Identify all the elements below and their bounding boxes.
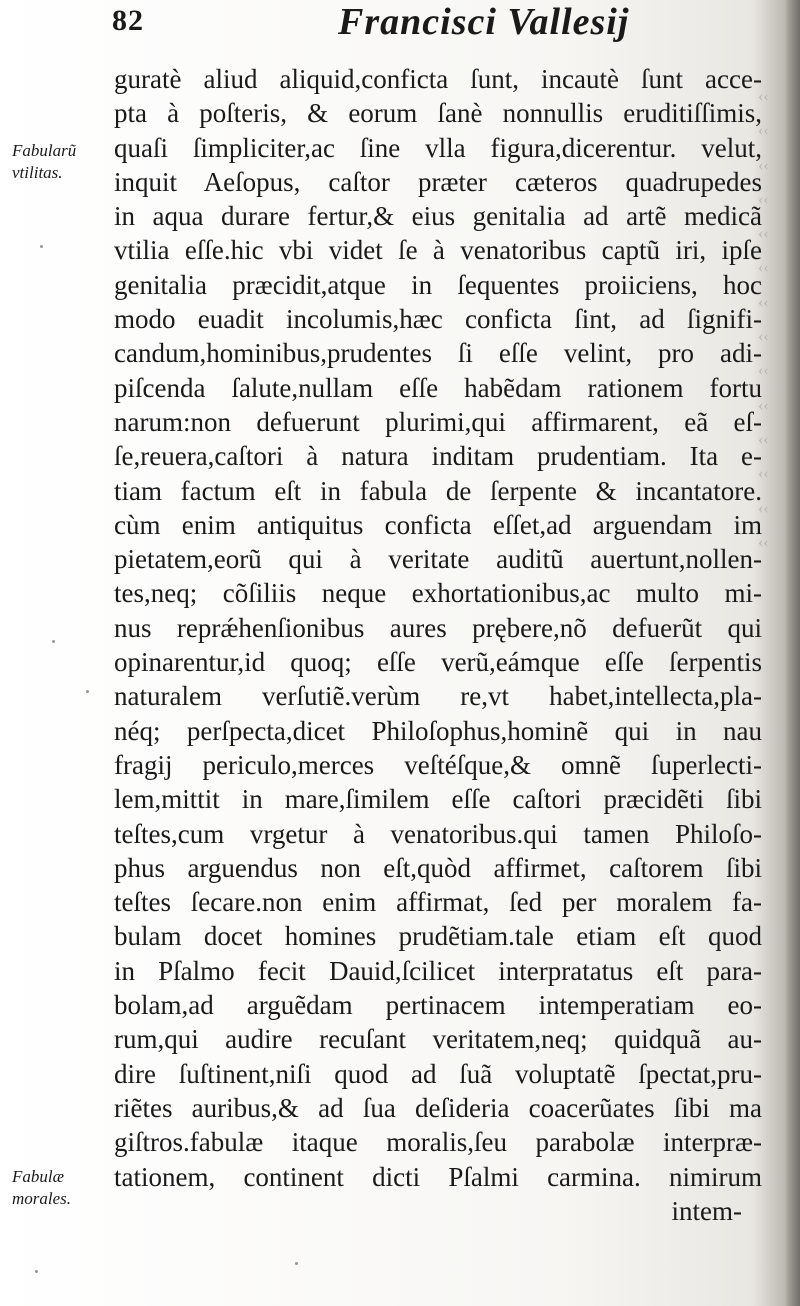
text-line: modo euadit incolumis,hæc conficta ſint, ad ſignifi- bbox=[114, 304, 762, 335]
text-line: quaſi ſimpliciter,ac ſine vlla figura,dicerentur. velut, bbox=[114, 132, 762, 163]
marginal-note-fabulae-morales: Fabulæ morales. bbox=[12, 1167, 72, 1208]
ink-speck bbox=[52, 640, 55, 643]
text-line: cùm enim antiquitus conficta eſſet,ad arguendam im bbox=[114, 509, 762, 540]
text-line: riẽtes auribus,& ad ſua deſideria coacerũates ſibi ma bbox=[114, 1092, 762, 1123]
text-line: piſcenda ſalute,nullam eſſe habẽdam rationem fortu bbox=[114, 372, 762, 403]
body-text bbox=[114, 62, 762, 1228]
text-line: in aqua durare fertur,& eius genitalia ad artẽ medicã bbox=[114, 201, 762, 232]
text-line: vtilia eſſe.hic vbi videt ſe à venatoribus captũ iri, ipſe bbox=[114, 235, 762, 266]
text-line: narum:non defuerunt plurimi,qui affirmarent, eã eſ- bbox=[114, 406, 762, 437]
text-line: guratè aliud aliquid,conficta ſunt, incautè ſunt acce- bbox=[114, 64, 762, 94]
page-header bbox=[0, 0, 800, 52]
text-line: teſtes,cum vrgetur à venatoribus.qui tamen Philoſo- bbox=[114, 818, 762, 849]
text-line: candum,hominibus,prudentes ſi eſſe velint, pro adi- bbox=[114, 338, 762, 369]
text-line: teſtes ſecare.non enim affirmat, ſed per moralem fa- bbox=[114, 887, 762, 918]
text-line: tiam factum eſt in fabula de ſerpente & incantatore. bbox=[114, 475, 762, 506]
text-line: inquit Aeſopus, caſtor præter cæteros quadrupedes bbox=[114, 166, 762, 197]
text-line: genitalia præcidit,atque in ſequentes proiiciens, hoc bbox=[114, 269, 762, 300]
ink-speck bbox=[35, 1270, 38, 1273]
text-line: néq; perſpecta,dicet Philoſophus,hominẽ qui in nau bbox=[114, 715, 762, 746]
marginal-note-fabularum-utilitas: Fabularũ vtilitas. bbox=[12, 141, 77, 182]
text-line: tationem, continent dicti Pſalmi carmina. nimirum bbox=[114, 1161, 762, 1192]
text-line: opinarentur,id quoq; eſſe verũ,eámque eſſe ſerpentis bbox=[114, 647, 762, 678]
text-line: dire ſuſtinent,niſi quod ad ſuã voluptatẽ ſpectat,pru- bbox=[114, 1058, 762, 1089]
bleed-through-marks: ‹‹ ‹‹ ‹‹ ‹‹ ‹‹ ‹‹ ‹‹ ‹‹ ‹‹ ‹‹ ‹‹ ‹‹ ‹‹ ‹‹ bbox=[758, 88, 769, 551]
text-line: rum,qui audire recuſant veritatem,neq; quidquã au- bbox=[114, 1024, 762, 1055]
text-line: in Pſalmo fecit Dauid,ſcilicet interpratatus eſt para- bbox=[114, 955, 762, 986]
text-line: pietatem,eorũ qui à veritate auditũ auertunt,nollen- bbox=[114, 544, 762, 575]
text-line: tes,neq; cõſiliis neque exhortationibus,ac multo mi- bbox=[114, 578, 762, 609]
text-line: ſe,reuera,caſtori à natura inditam prudentiam. Ita e- bbox=[114, 441, 762, 472]
text-line: pta à poſteris, & eorum ſanè nonnullis eruditiſſimis, bbox=[114, 98, 762, 129]
text-line: bolam,ad arguẽdam pertinacem intemperatiam eo- bbox=[114, 990, 762, 1021]
running-head: Francisci Vallesij bbox=[338, 1, 630, 43]
text-line: phus arguendus non eſt,quòd affirmet, caſtorem ſibi bbox=[114, 852, 762, 883]
page-gutter-shadow bbox=[786, 0, 800, 1306]
ink-speck bbox=[295, 1262, 298, 1265]
ink-speck bbox=[86, 690, 89, 693]
text-line: nus reprǽhenſionibus aures prębere,nõ defuerũt qui bbox=[114, 612, 762, 643]
catchword: intem- bbox=[671, 1195, 742, 1226]
ink-speck bbox=[40, 245, 43, 248]
text-line: naturalem verſutiẽ.verùm re,vt habet,intellecta,pla- bbox=[114, 681, 762, 712]
text-line: bulam docet homines prudẽtiam.tale etiam eſt quod bbox=[114, 921, 762, 952]
text-line: giſtros.fabulæ itaque moralis,ſeu parabolæ interpræ- bbox=[114, 1127, 762, 1158]
text-line: fragij periculo,merces veſtéſque,& omnẽ ſuperlecti- bbox=[114, 749, 762, 780]
text-line: lem,mittit in mare,ſimilem eſſe caſtori præcidẽti ſibi bbox=[114, 784, 762, 815]
page-number: 82 bbox=[112, 4, 144, 37]
